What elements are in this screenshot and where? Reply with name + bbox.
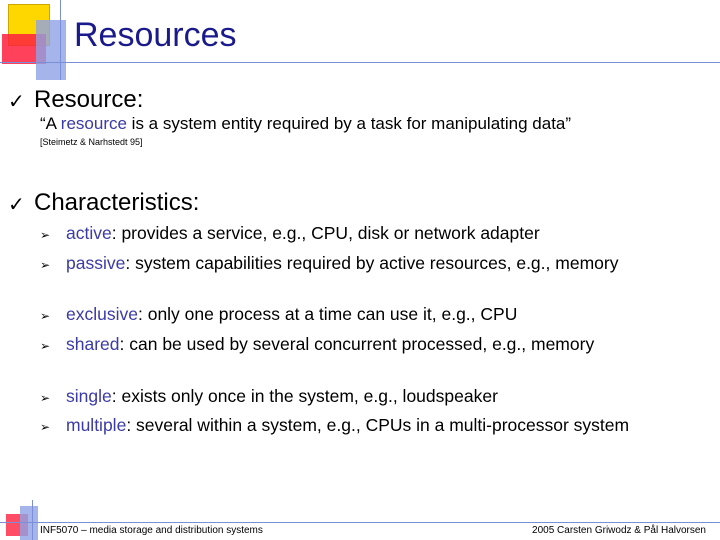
list-item <box>40 334 594 355</box>
item-text: : provides a service, e.g., CPU, disk or network adapter <box>111 223 540 243</box>
section-heading-resource: Resource: <box>34 86 144 113</box>
slide-title: Resources <box>74 16 237 54</box>
quote-suffix: is a system entity required by a task for manipulating data” <box>126 114 572 133</box>
list-item <box>40 386 498 407</box>
checkmark-icon: ✓ <box>8 192 25 216</box>
list-item <box>40 223 540 244</box>
header-rule <box>0 62 720 63</box>
arrow-bullet-icon: ➢ <box>40 339 51 353</box>
citation: [Steimetz & Narhstedt 95] <box>40 137 143 147</box>
list-item <box>40 415 629 436</box>
footer-course: INF5070 – media storage and distribution systems <box>40 525 263 536</box>
item-text: : exists only once in the system, e.g., loudspeaker <box>111 386 498 406</box>
decor-square-blue <box>20 506 38 540</box>
item-text: : only one process at a time can use it, e.g., CPU <box>137 304 518 324</box>
quote-prefix: “A <box>40 114 61 133</box>
item-term: active <box>66 223 112 243</box>
decor-square-blue <box>36 20 66 80</box>
item-text: : can be used by several concurrent processed, e.g., memory <box>119 334 595 354</box>
footer-vertical-rule <box>32 500 33 540</box>
arrow-bullet-icon: ➢ <box>40 391 51 405</box>
definition-quote <box>40 114 571 134</box>
section-heading-characteristics: Characteristics: <box>34 189 200 216</box>
list-item <box>40 253 618 274</box>
item-term: multiple <box>66 415 127 435</box>
item-term: shared <box>66 334 120 354</box>
checkmark-icon: ✓ <box>8 89 25 113</box>
arrow-bullet-icon: ➢ <box>40 309 51 323</box>
item-term: passive <box>66 253 126 273</box>
item-text: : system capabilities required by active resources, e.g., memory <box>125 253 619 273</box>
footer-rule <box>0 522 720 523</box>
quote-term: resource <box>60 114 127 133</box>
arrow-bullet-icon: ➢ <box>40 228 51 242</box>
header-vertical-rule <box>60 0 61 80</box>
arrow-bullet-icon: ➢ <box>40 420 51 434</box>
footer-authors: 2005 Carsten Griwodz & Pål Halvorsen <box>532 525 706 536</box>
item-text: : several within a system, e.g., CPUs in a multi-processor system <box>126 415 630 435</box>
item-term: exclusive <box>66 304 138 324</box>
item-term: single <box>66 386 112 406</box>
arrow-bullet-icon: ➢ <box>40 258 51 272</box>
list-item <box>40 304 517 325</box>
